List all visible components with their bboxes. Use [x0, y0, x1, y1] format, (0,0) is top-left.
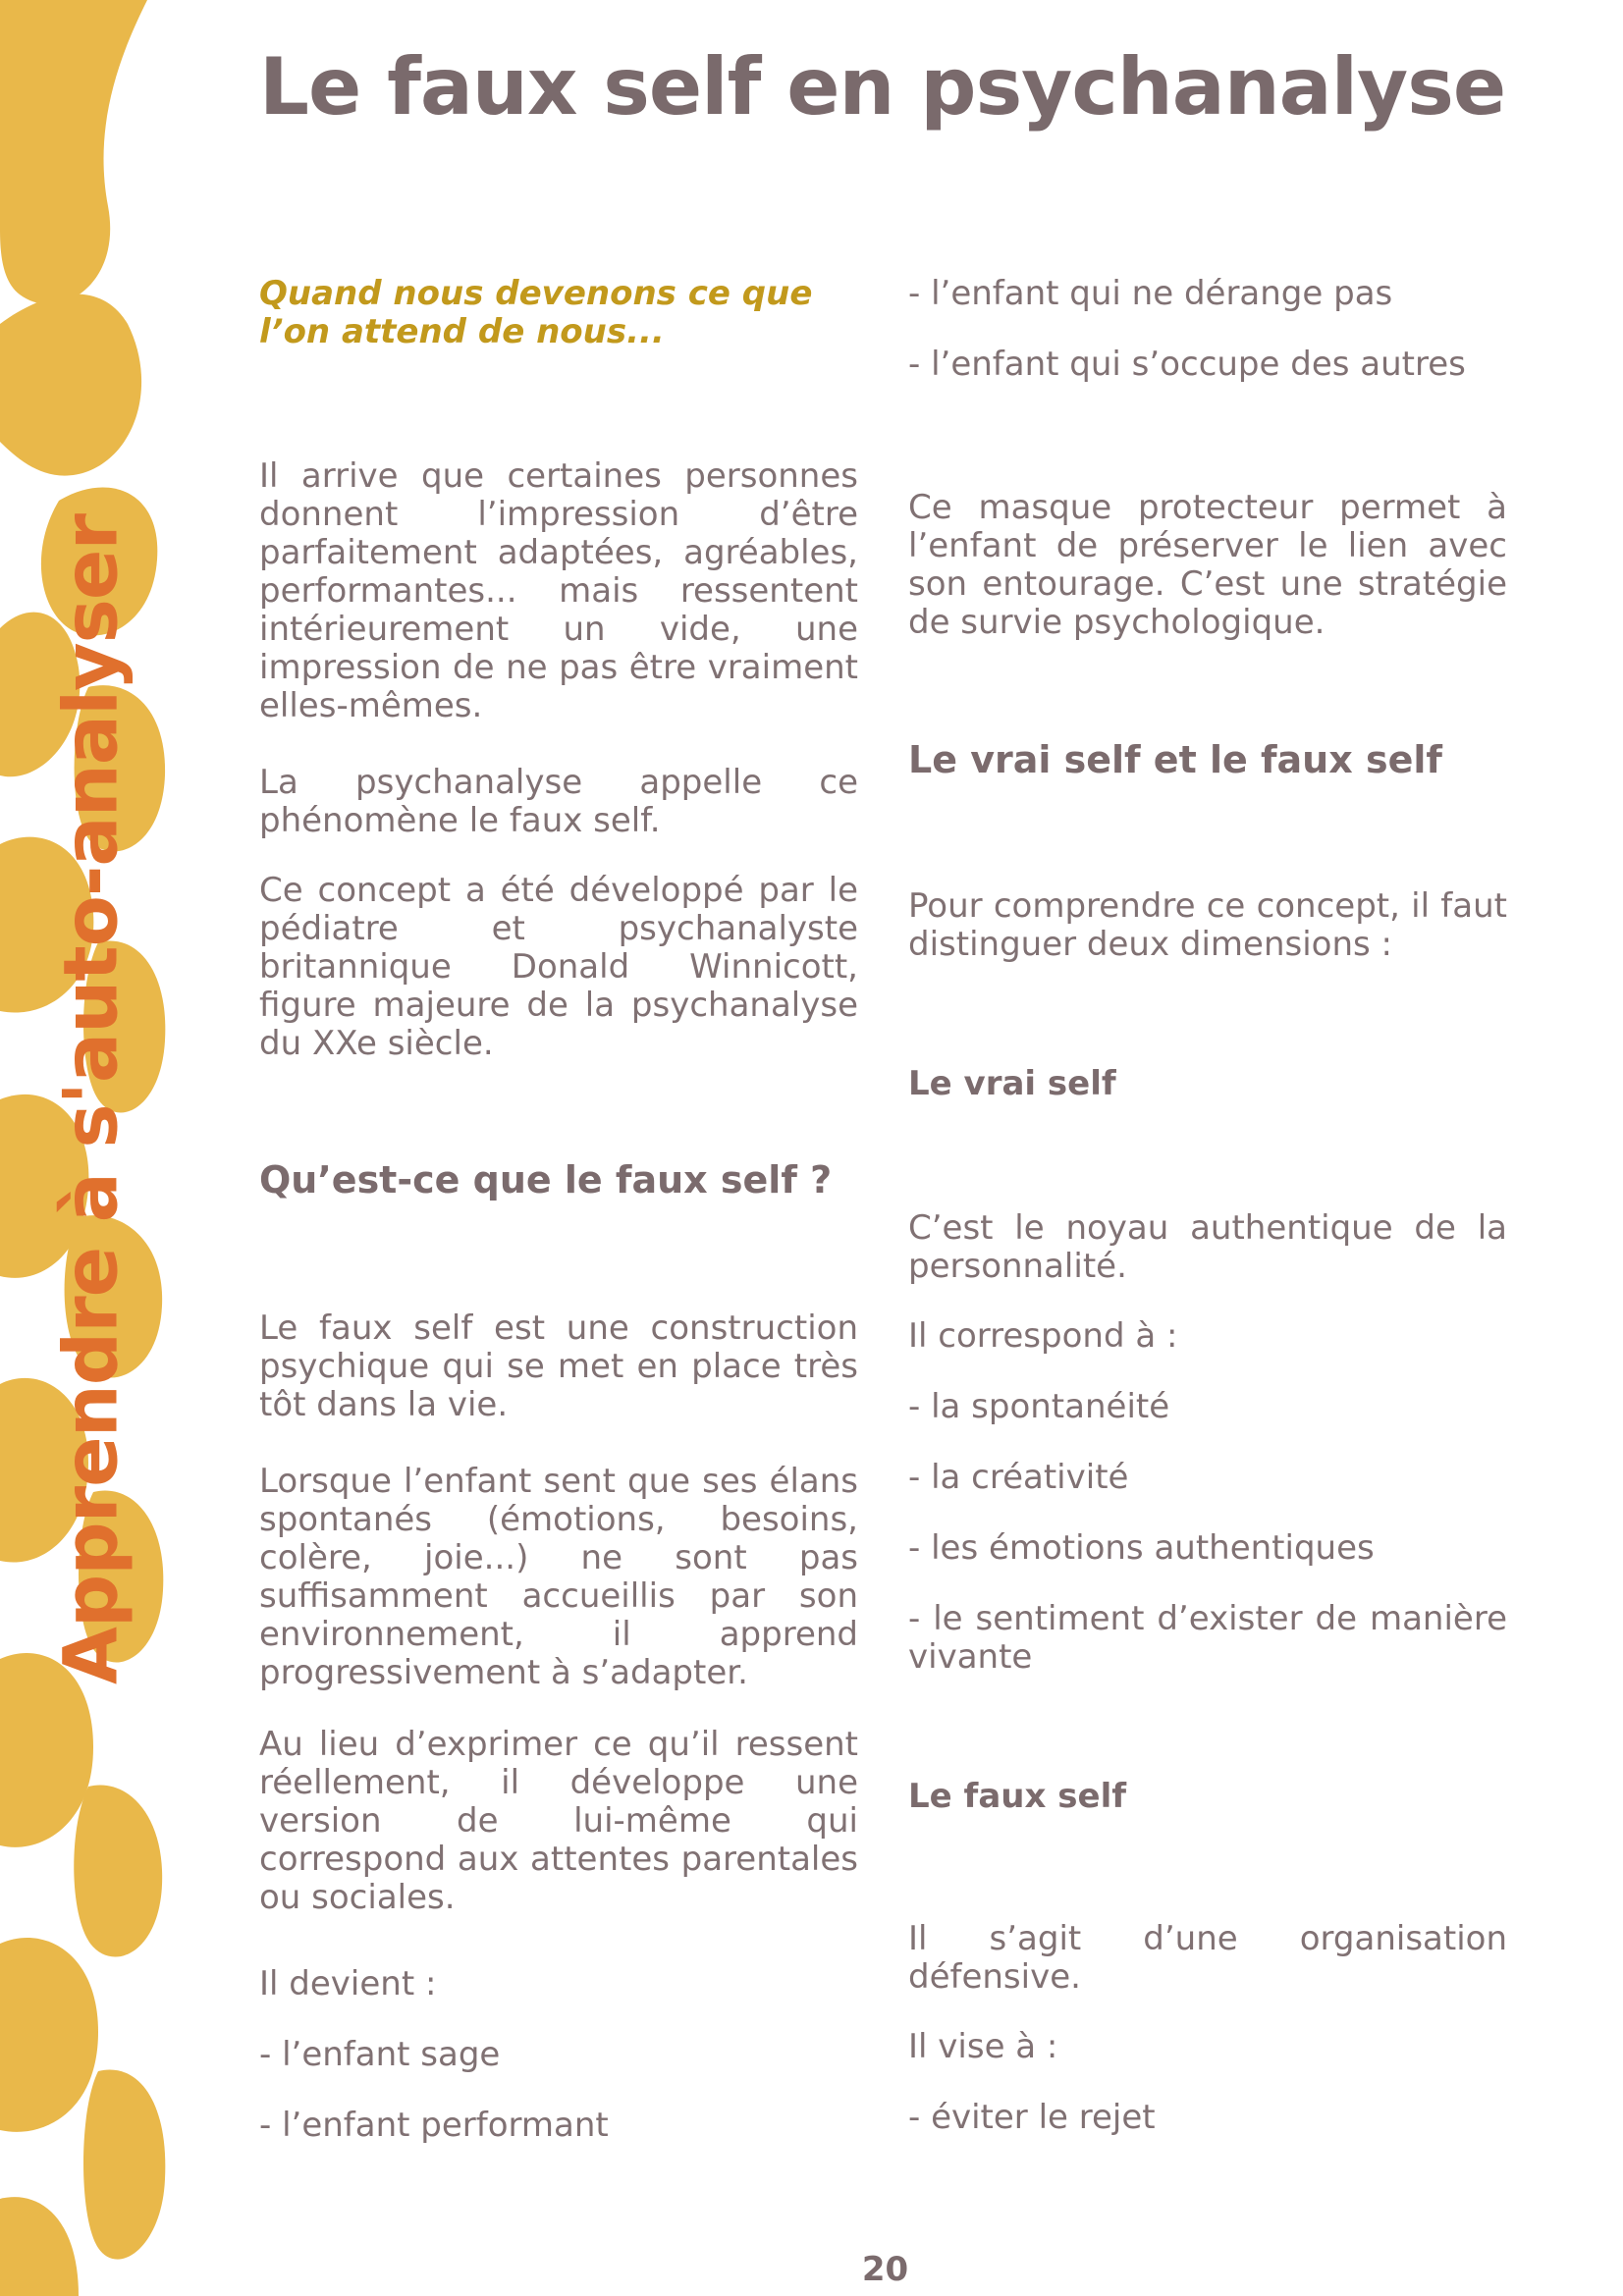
paragraph-il-devient: Il devient :	[259, 1964, 437, 2003]
paragraph-correspond: Il correspond à :	[908, 1316, 1178, 1356]
list-item: - les émotions authentiques	[908, 1528, 1375, 1568]
side-section-title: Apprendre à s'auto-analyser	[46, 514, 135, 1684]
page-title: Le faux self en psychanalyse	[259, 41, 1506, 133]
paragraph-masque: Ce masque protecteur permet à l’enfant de préserver le lien avec son entourage. C’est une stratégie de survie psychologique.	[908, 488, 1507, 642]
list-item: - l’enfant qui ne dérange pas	[908, 274, 1393, 313]
list-item: - la créativité	[908, 1458, 1129, 1497]
list-item: - éviter le rejet	[908, 2098, 1156, 2137]
lead-subtitle: Quand nous devenons ce que l’on attend de nous...	[259, 274, 813, 351]
paragraph-dimensions: Pour comprendre ce concept, il faut distinguer deux dimensions :	[908, 886, 1507, 964]
paragraph-intro: Il arrive que certaines personnes donnent l’impression d’être parfaitement adaptées, agréables, performantes... mais ressentent intérieurement un vide, une impression de ne pas être vraiment elles-mêmes.	[259, 456, 858, 725]
heading-question: Qu’est-ce que le faux self ?	[259, 1158, 833, 1201]
list-item: - l’enfant sage	[259, 2035, 501, 2074]
paragraph-version: Au lieu d’exprimer ce qu’il ressent réellement, il développe une version de lui-même qui correspond aux attentes parentales ou sociales.	[259, 1725, 858, 1917]
list-item: - le sentiment d’exister de manière vivante	[908, 1599, 1507, 1677]
paragraph-noyau: C’est le noyau authentique de la personnalité.	[908, 1208, 1507, 1286]
list-item: - l’enfant qui s’occupe des autres	[908, 345, 1466, 384]
paragraph-winnicott: Ce concept a été développé par le pédiatre et psychanalyste britannique Donald Winnicott, figure majeure de la psychanalyse du XXe siècle.	[259, 871, 858, 1063]
list-item: - l’enfant performant	[259, 2106, 609, 2145]
paragraph-organisation: Il s’agit d’une organisation défensive.	[908, 1919, 1507, 1997]
heading-vrai-faux-self: Le vrai self et le faux self	[908, 738, 1442, 781]
heading-vrai-self: Le vrai self	[908, 1064, 1116, 1103]
page-number: 20	[861, 2250, 909, 2289]
paragraph-construction: Le faux self est une construction psychique qui se met en place très tôt dans la vie.	[259, 1308, 858, 1424]
paragraph-enfant: Lorsque l’enfant sent que ses élans spontanés (émotions, besoins, colère, joie...) ne sont pas suffisamment accueillis par son environnement, il apprend progressivement à s’adapter.	[259, 1462, 858, 1692]
list-item: - la spontanéité	[908, 1387, 1170, 1426]
heading-faux-self: Le faux self	[908, 1777, 1127, 1816]
paragraph-il-vise: Il vise à :	[908, 2027, 1058, 2066]
paragraph-psychanalyse: La psychanalyse appelle ce phénomène le faux self.	[259, 763, 858, 840]
